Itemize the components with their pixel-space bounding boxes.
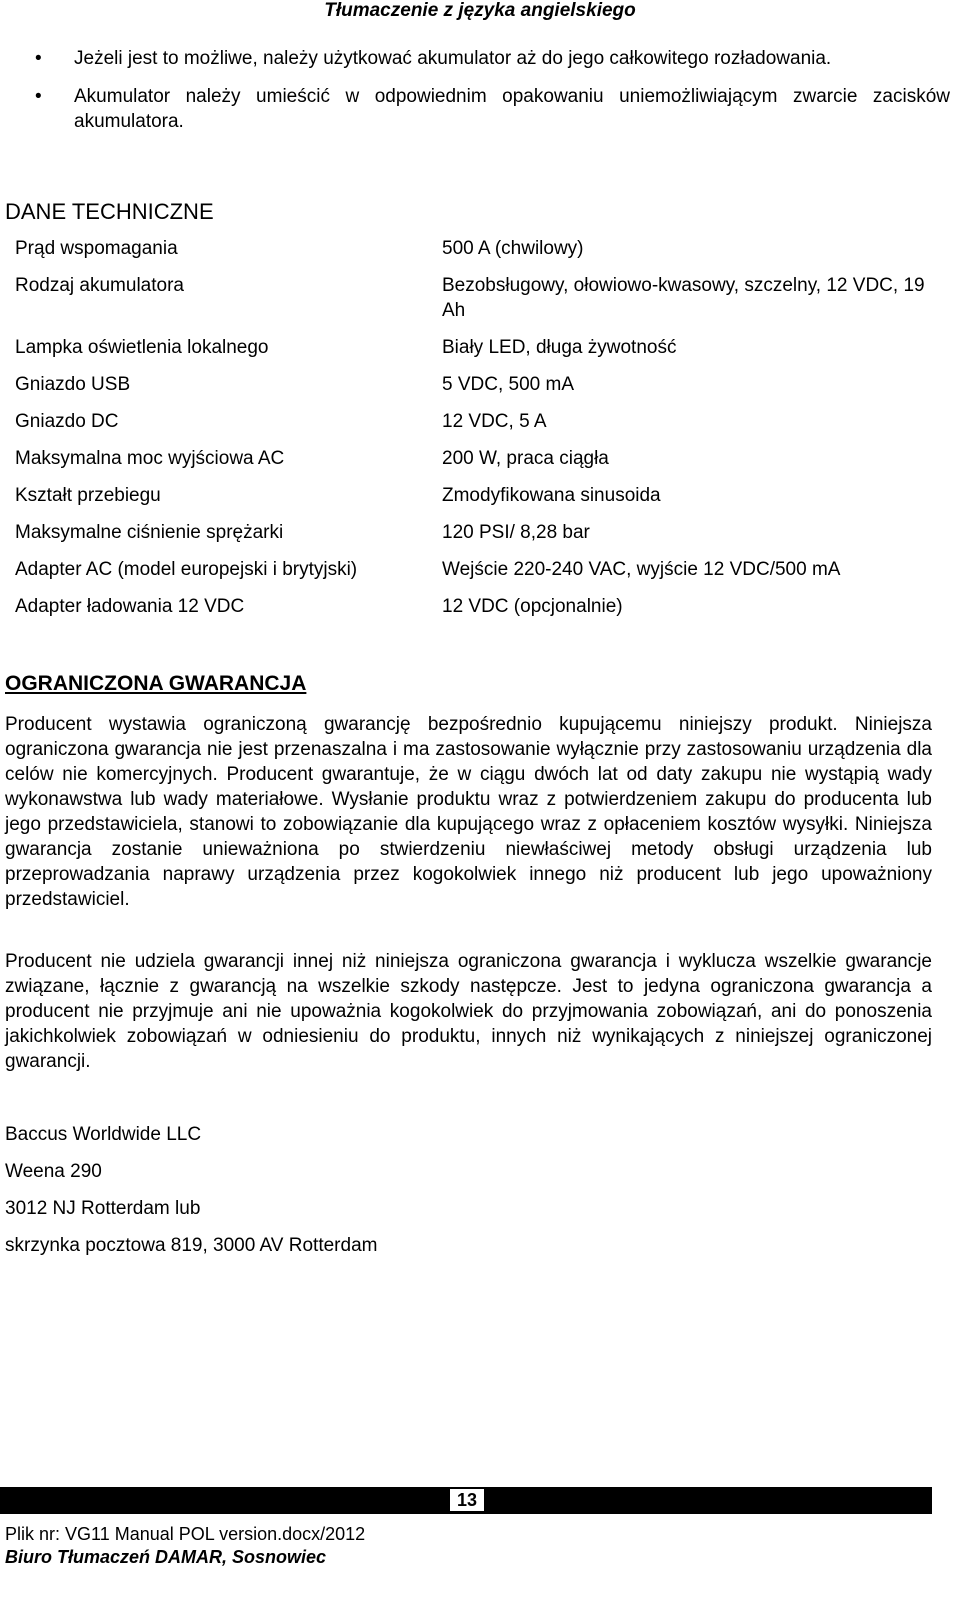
spec-label: Prąd wspomagania <box>15 238 178 259</box>
warranty-title: OGRANICZONA GWARANCJA <box>5 672 307 695</box>
spec-row <box>15 335 935 360</box>
spec-label: Maksymalne ciśnienie sprężarki <box>15 522 284 543</box>
address-company: Baccus Worldwide LLC <box>5 1124 202 1145</box>
spec-row <box>15 409 935 434</box>
tech-specs-table <box>15 236 935 631</box>
spec-value: Bezobsługowy, ołowiowo-kwasowy, szczelny, 12 VDC, 19 Ah <box>442 275 925 321</box>
tech-data-title: DANE TECHNICZNE <box>5 199 214 224</box>
spec-label: Gniazdo DC <box>15 411 119 432</box>
spec-row <box>15 273 935 323</box>
warranty-paragraph: Producent nie udziela gwarancji innej niż niniejsza ograniczona gwarancja i wyklucza wszelkie gwarancje związane, łącznie z gwarancją na wszelkie szkody następcze. Jest to jedyna ograniczona gwarancja a producent nie przyjmuje ani nie upoważnia kogokolwiek do przyjmowania zobowiązań, ani do ponoszenia jakichkolwiek zobowiązań w odniesieniu do produktu, innych niż wynikających z niniejszej ograniczonej gwarancji. <box>5 951 932 1072</box>
spec-row <box>15 372 935 397</box>
bullet-item: • Jeżeli jest to możliwe, należy użytkować akumulator aż do jego całkowitego rozładowania. <box>0 46 950 71</box>
spec-value: 12 VDC (opcjonalnie) <box>442 596 623 617</box>
footer-file-number: Plik nr: VG11 Manual POL version.docx/2012 <box>5 1524 366 1544</box>
spec-row <box>15 520 935 545</box>
address-city: 3012 NJ Rotterdam lub <box>5 1198 201 1219</box>
spec-value: 5 VDC, 500 mA <box>442 374 574 395</box>
spec-row <box>15 236 935 261</box>
spec-row <box>15 483 935 508</box>
spec-label: Lampka oświetlenia lokalnego <box>15 337 269 358</box>
spec-label: Adapter ładowania 12 VDC <box>15 596 245 617</box>
footer-office-name: Biuro Tłumaczeń DAMAR, Sosnowiec <box>5 1547 327 1567</box>
address-pobox: skrzynka pocztowa 819, 3000 AV Rotterdam <box>5 1235 378 1256</box>
spec-row <box>15 594 935 619</box>
spec-value: 500 A (chwilowy) <box>442 238 584 259</box>
warranty-paragraph: Producent wystawia ograniczoną gwarancję bezpośrednio kupującemu niniejszy produkt. Niniejsza ograniczona gwarancja nie jest przenaszalna i ma zastosowanie wyłącznie przy zastosowaniu urządzenia dla celów nie komercyjnych. Producent gwarantuje, że w ciągu dwóch lat od daty zakupu nie wystąpią wady wykonawstwa lub wady materiałowe. Wysłanie produktu wraz z potwierdzeniem zakupu do producenta lub jego przedstawiciela, stanowi to zobowiązanie dla kupującego wraz z opłaceniem kosztów wysyłki. Niniejsza gwarancja zostanie unieważniona po stwierdzeniu niewłaściwej metody obsługi urządzenia lub przeprowadzania naprawy urządzenia przez kogokolwiek innego niż producent lub jego upoważniony przedstawiciel. <box>5 714 932 910</box>
spec-value: 200 W, praca ciągła <box>442 448 609 469</box>
spec-label: Adapter AC (model europejski i brytyjski) <box>15 559 358 580</box>
bullet-list <box>0 46 950 147</box>
spec-value: Wejście 220-240 VAC, wyjście 12 VDC/500 mA <box>442 559 841 580</box>
page-number: 13 <box>450 1489 484 1511</box>
spec-label: Gniazdo USB <box>15 374 131 395</box>
spec-value: 12 VDC, 5 A <box>442 411 547 432</box>
spec-value: Biały LED, długa żywotność <box>442 337 677 358</box>
spec-label: Maksymalna moc wyjściowa AC <box>15 448 285 469</box>
bullet-item: • Akumulator należy umieścić w odpowiednim opakowaniu uniemożliwiającym zwarcie zacisków akumulatora. <box>0 84 950 134</box>
company-address <box>5 1122 377 1270</box>
address-street: Weena 290 <box>5 1161 102 1182</box>
spec-value: Zmodyfikowana sinusoida <box>442 485 661 506</box>
spec-row <box>15 446 935 471</box>
spec-value: 120 PSI/ 8,28 bar <box>442 522 590 543</box>
spec-row <box>15 557 935 582</box>
spec-label: Rodzaj akumulatora <box>15 275 184 296</box>
spec-label: Kształt przebiegu <box>15 485 161 506</box>
page-header-title: Tłumaczenie z języka angielskiego <box>324 0 636 21</box>
